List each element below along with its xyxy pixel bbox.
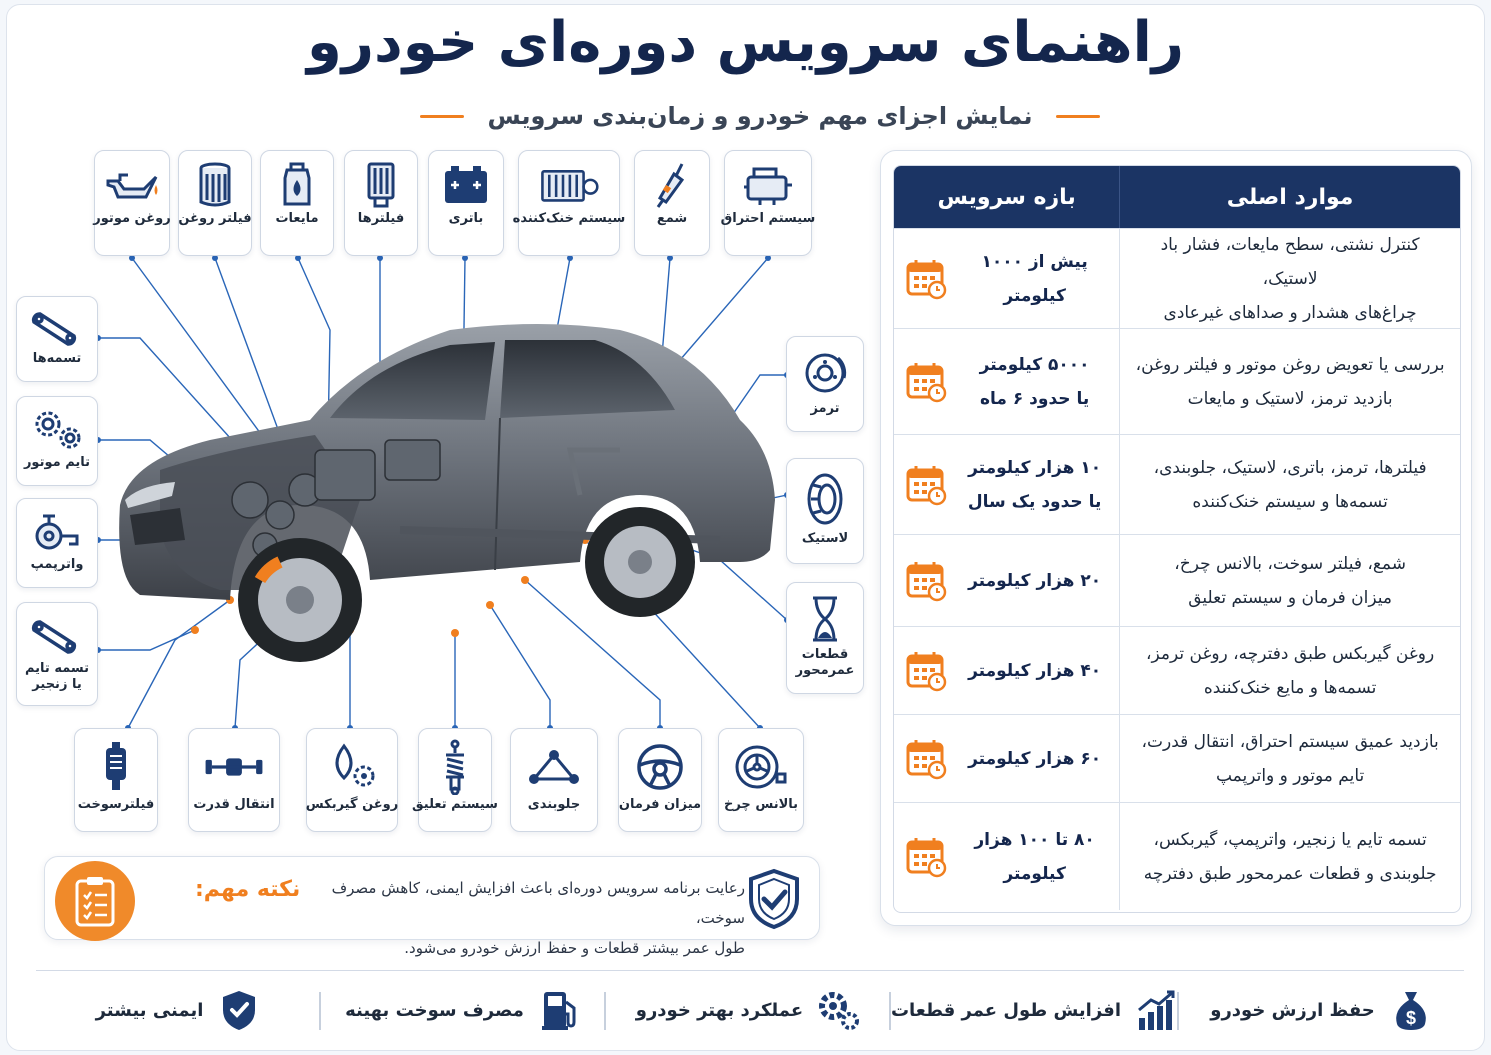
radiator-icon (539, 159, 599, 211)
battery-icon (436, 159, 496, 211)
important-note (44, 856, 820, 957)
note-label: نکته مهم: (195, 877, 301, 902)
brake-disc-icon (795, 345, 855, 401)
part-card-engine-timing[interactable] (16, 396, 98, 486)
fuel-filter-icon (86, 737, 146, 797)
footer-divider (36, 970, 1464, 971)
part-label: روغن گیربکس (305, 797, 399, 812)
table-row (894, 802, 1460, 910)
engine-block-icon (738, 159, 798, 211)
row-main-items: تسمه تایم یا زنجیر، واترپمپ، گیربکس، جلوبندی و قطعات عمرمحور طبق دفترچه (1119, 803, 1460, 910)
column-header-main: موارد اصلی (1119, 166, 1460, 228)
row-interval-cell (894, 715, 1119, 802)
tire-icon (795, 467, 855, 531)
benefit-item (321, 980, 606, 1040)
table-row (894, 328, 1460, 434)
suspension-arm-icon (524, 737, 584, 797)
row-main-items: شمع، فیلتر سوخت، بالانس چرخ، میزان فرمان و سیستم تعلیق (1119, 535, 1460, 626)
part-label: تسمه تایم یا زنجیر (24, 661, 90, 693)
part-label: انتقال قدرت (193, 797, 275, 812)
part-label: شمع (656, 211, 688, 226)
row-main-items: کنترل نشتی، سطح مایعات، فشار باد لاستیک، چراغ‌های هشدار و صداهای غیرعادی (1119, 229, 1460, 328)
part-label: فیلترها (357, 211, 405, 226)
subtitle-row (420, 98, 1100, 134)
part-card-wheel-alignment[interactable] (618, 728, 702, 832)
water-pump-icon (27, 507, 87, 557)
wheel-balance-icon (731, 737, 791, 797)
row-main-items: روغن گیربکس طبق دفترچه، روغن ترمز، تسمه‌ها و مایع خنک‌کننده (1119, 627, 1460, 714)
steering-wheel-icon (630, 737, 690, 797)
part-card-tire[interactable] (786, 458, 864, 564)
part-card-battery[interactable] (428, 150, 504, 256)
benefit-label: حفظ ارزش خودرو (1210, 999, 1375, 1021)
column-header-interval: بازه سرویس (937, 184, 1076, 210)
row-main-items: بررسی یا تعویض روغن موتور و فیلتر روغن، بازدید ترمز، لاستیک و مایعات (1119, 329, 1460, 434)
part-card-belts[interactable] (16, 296, 98, 382)
subtitle-dash-right (1056, 115, 1100, 118)
part-label: میزان فرمان (618, 797, 702, 812)
part-card-timing-belt[interactable] (16, 602, 98, 706)
part-label: قطعات عمرمحور (795, 647, 855, 679)
row-interval-cell (894, 435, 1119, 534)
drive-shaft-icon (204, 737, 264, 797)
shock-absorber-icon (425, 737, 485, 797)
part-card-gearbox-oil[interactable] (306, 728, 398, 832)
table-row (894, 714, 1460, 802)
part-label: باتری (448, 211, 484, 226)
row-main-items: بازدید عمیق سیستم احتراق، انتقال قدرت، تایم موتور و واترپمپ (1119, 715, 1460, 802)
calendar-clock-icon (904, 360, 948, 404)
service-table (893, 165, 1461, 913)
part-card-drivetrain[interactable] (188, 728, 280, 832)
oil-can-icon (102, 159, 162, 211)
hourglass-icon (795, 591, 855, 647)
row-interval-cell (894, 535, 1119, 626)
part-card-spark-plug[interactable] (634, 150, 710, 256)
subtitle-dash-left (420, 115, 464, 118)
row-interval: ۵۰۰۰ کیلومتر یا حدود ۶ ماه (979, 354, 1090, 409)
part-label: بالانس چرخ (723, 797, 799, 812)
table-header (894, 166, 1460, 228)
row-interval: ۴۰ هزار کیلومتر (968, 660, 1102, 681)
table-row (894, 434, 1460, 534)
benefit-label: عملکرد بهتر خودرو (635, 999, 804, 1021)
calendar-clock-icon (904, 559, 948, 603)
row-interval-cell (894, 329, 1119, 434)
row-main-items: فیلترها، ترمز، باتری، لاستیک، جلوبندی، تسمه‌ها و سیستم خنک‌کننده (1119, 435, 1460, 534)
table-body (894, 228, 1460, 910)
money-bag-icon (1389, 988, 1433, 1032)
table-row (894, 626, 1460, 714)
benefit-item (606, 980, 891, 1040)
part-card-fluids[interactable] (260, 150, 334, 256)
calendar-clock-icon (904, 463, 948, 507)
part-label: تسمه‌ها (32, 351, 82, 366)
benefit-label: مصرف سوخت بهینه (345, 999, 524, 1021)
svg-text:$: $ (1405, 1008, 1416, 1028)
row-interval-cell (894, 803, 1119, 910)
fuel-pump-icon (538, 988, 582, 1032)
timing-chain-icon (27, 611, 87, 661)
air-filter-icon (351, 159, 411, 211)
part-card-ignition[interactable] (720, 150, 816, 256)
benefits-footer (36, 980, 1464, 1040)
car-cutaway-illustration (100, 300, 790, 700)
part-label: سیستم احتراق (720, 211, 816, 226)
note-text: رعایت برنامه سرویس دوره‌ای باعث افزایش ایمنی، کاهش مصرف سوخت، طول عمر بیشتر قطعات و حفظ ارزش خودرو می‌شود. (331, 879, 745, 957)
page-subtitle: نمایش اجزای مهم خودرو و زمان‌بندی سرویس (487, 102, 1033, 130)
part-card-front-end[interactable] (510, 728, 598, 832)
benefit-label: ایمنی بیشتر (95, 999, 204, 1021)
row-interval: پیش از ۱۰۰۰ کیلومتر (981, 251, 1088, 306)
fluid-bottle-icon (267, 159, 327, 211)
gears-icon (817, 988, 861, 1032)
part-card-oil-filter[interactable] (178, 150, 252, 256)
part-label: فیلترسوخت (77, 797, 155, 812)
part-card-water-pump[interactable] (16, 498, 98, 588)
calendar-clock-icon (904, 649, 948, 693)
part-card-lifetime-parts[interactable] (786, 582, 864, 694)
benefit-item (1179, 980, 1464, 1040)
part-card-wheel-balance[interactable] (718, 728, 804, 832)
table-row (894, 534, 1460, 626)
shield-check-icon (743, 867, 805, 931)
part-label: سیستم تعلیق (412, 797, 498, 812)
belt-icon (27, 305, 87, 351)
row-interval-cell (894, 229, 1119, 328)
service-table-panel (880, 150, 1472, 926)
row-interval: ۶۰ هزار کیلومتر (968, 748, 1102, 769)
calendar-clock-icon (904, 737, 948, 781)
part-label: مایعات (275, 211, 319, 226)
part-card-cooling[interactable] (512, 150, 626, 256)
benefit-label: افزایش طول عمر قطعات (890, 999, 1122, 1021)
spark-plug-icon (642, 159, 702, 211)
table-row (894, 228, 1460, 328)
timing-gears-icon (27, 405, 87, 455)
gear-oil-icon (322, 737, 382, 797)
part-card-brake[interactable] (786, 336, 864, 432)
part-label: واترپمپ (30, 557, 84, 572)
part-label: جلوبندی (527, 797, 581, 812)
part-label: روغن موتور (93, 211, 171, 226)
row-interval: ۱۰ هزار کیلومتر یا حدود یک سال (967, 457, 1102, 512)
part-label: ترمز (810, 401, 840, 416)
part-card-fuel-filter[interactable] (74, 728, 158, 832)
benefit-item (891, 980, 1179, 1040)
part-label: سیستم خنک‌کننده (512, 211, 626, 226)
safety-shield-icon (217, 988, 261, 1032)
benefit-item (36, 980, 321, 1040)
oil-filter-icon (185, 159, 245, 211)
part-card-filters[interactable] (344, 150, 418, 256)
part-card-engine-oil[interactable] (94, 150, 170, 256)
row-interval: ۲۰ هزار کیلومتر (968, 570, 1102, 591)
calendar-clock-icon (904, 835, 948, 879)
page-title: راهنمای سرویس دوره‌ای خودرو (306, 10, 1185, 75)
growth-chart-icon (1135, 988, 1179, 1032)
row-interval: ۸۰ تا ۱۰۰ هزار کیلومتر (974, 829, 1095, 884)
calendar-clock-icon (904, 257, 948, 301)
part-label: لاستیک (801, 531, 849, 546)
part-label: تایم موتور (23, 455, 91, 470)
part-label: فیلتر روغن (178, 211, 252, 226)
part-card-suspension[interactable] (412, 728, 498, 832)
clipboard-icon (55, 861, 135, 941)
row-interval-cell (894, 627, 1119, 714)
